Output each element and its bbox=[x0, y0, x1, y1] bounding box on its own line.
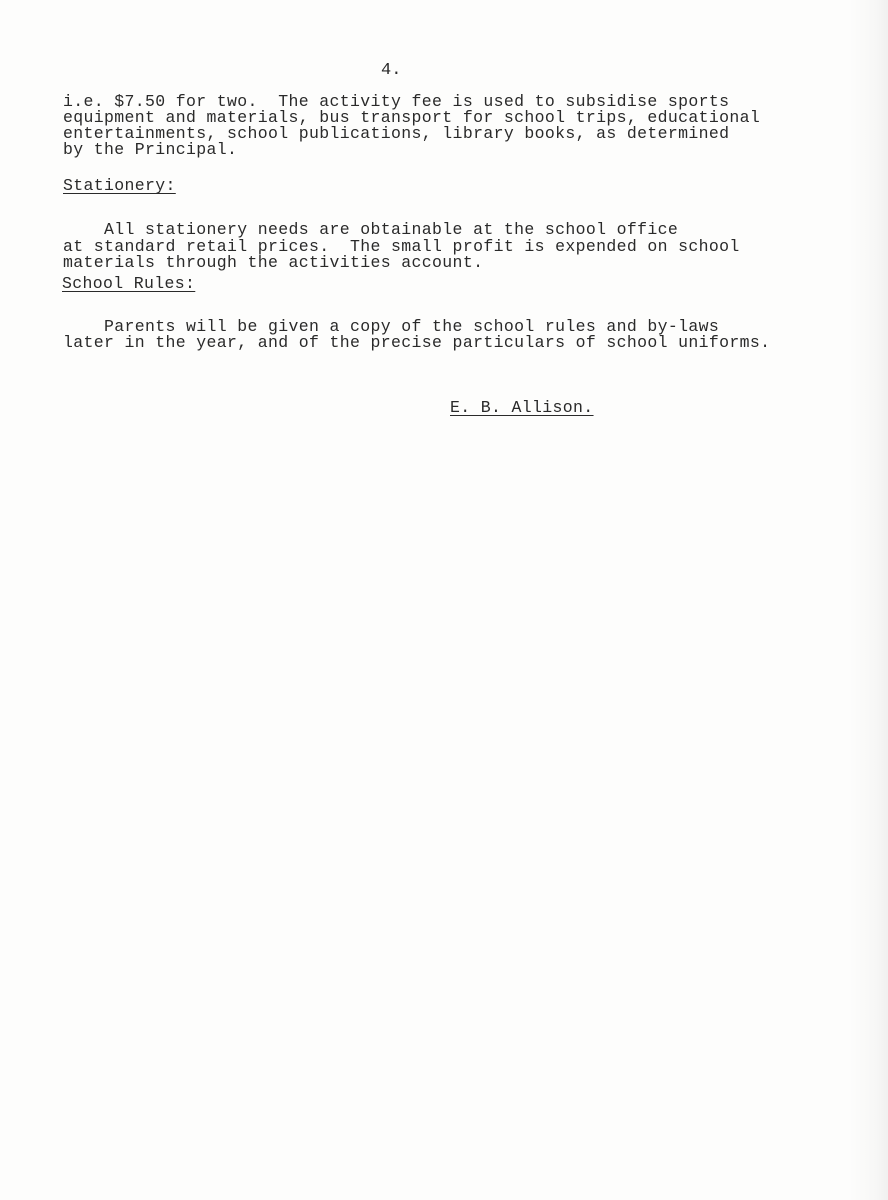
page-number: 4. bbox=[381, 61, 402, 80]
section-heading-school-rules: School Rules: bbox=[62, 274, 196, 293]
paper-edge-shade bbox=[848, 0, 888, 1200]
signature: E. B. Allison. bbox=[450, 398, 594, 417]
text-line: i.e. $7.50 for two. The activity fee is used to subsidise sports bbox=[63, 92, 730, 111]
text-line: at standard retail prices. The small profit is expended on school bbox=[63, 237, 740, 256]
text-line: equipment and materials, bus transport for school trips, educational bbox=[63, 108, 761, 127]
text-line: by the Principal. bbox=[63, 140, 238, 159]
text-line: materials through the activities account. bbox=[63, 253, 484, 272]
text-line: All stationery needs are obtainable at the school office bbox=[63, 220, 679, 239]
section-heading-stationery: Stationery: bbox=[63, 176, 176, 195]
text-line: later in the year, and of the precise particulars of school uniforms. bbox=[63, 333, 771, 352]
text-line: entertainments, school publications, library books, as determined bbox=[63, 124, 730, 143]
text-line: Parents will be given a copy of the school rules and by-laws bbox=[63, 317, 720, 336]
